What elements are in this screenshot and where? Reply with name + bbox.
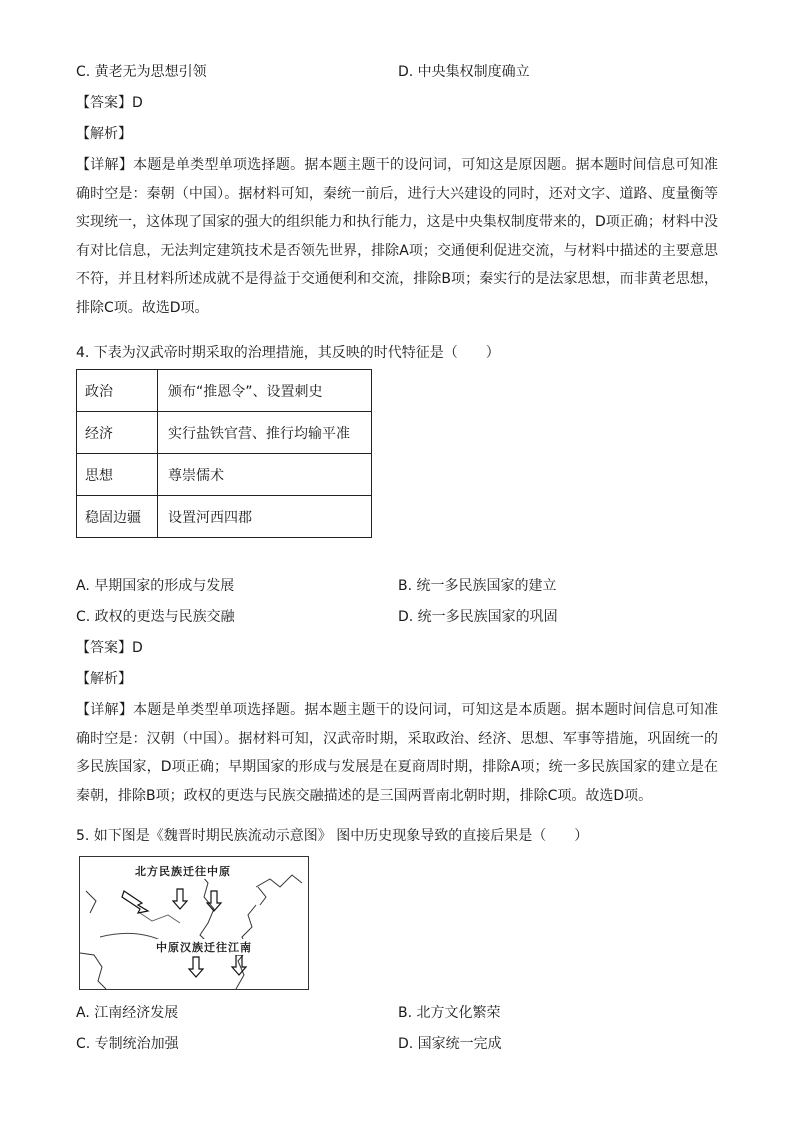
- table-cell-key: 经济: [77, 412, 158, 454]
- map-coastline: [258, 887, 266, 905]
- map-border-line: [140, 913, 180, 923]
- map-label-south: 中原汉族迁往江南: [156, 941, 252, 954]
- q5-option-b: B. 北方文化繁荣: [398, 1005, 501, 1021]
- detail-label: 【详解】: [76, 157, 134, 173]
- q5-option-c: C. 专制统治加强: [76, 1036, 179, 1052]
- down-arrow-icon: [189, 957, 203, 977]
- down-arrow-icon: [207, 891, 221, 911]
- table-cell-value: 颁布“推恩令”、设置刺史: [158, 370, 372, 412]
- table-row: [77, 454, 372, 496]
- q4-measures-table: [76, 369, 372, 538]
- answer-label: 【答案】: [76, 640, 132, 656]
- q3-detail: [76, 151, 718, 322]
- map-border-line: [86, 891, 96, 913]
- q3-analysis-label: 【解析】: [76, 126, 132, 142]
- down-arrow-icon: [232, 955, 246, 975]
- answer-value: D: [132, 640, 143, 656]
- table-row: [77, 496, 372, 538]
- q4-option-a: A. 早期国家的形成与发展: [76, 578, 235, 594]
- answer-label: 【答案】: [76, 95, 132, 111]
- table-cell-key: 稳固边疆: [77, 496, 158, 538]
- table-row: [77, 370, 372, 412]
- table-row: [77, 412, 372, 454]
- table-cell-key: 思想: [77, 454, 158, 496]
- detail-text: 本题是单类型单项选择题。据本题主题干的设问词，可知这是本质题。据本题时间信息可知准确时空是：汉朝（中国）。据材料可知，汉武帝时期，采取政治、经济、思想、军事等措施，巩固统一的多民族国家，D项正确；早期国家的形成与发展是在夏商周时期，排除A项；统一多民族国家的建立是在秦朝，排除B项；政权的更迭与民族交融描述的是三国两晋南北朝时期，排除C项。故选D项。: [76, 702, 719, 804]
- down-arrow-icon: [122, 891, 148, 913]
- q4-analysis-label: 【解析】: [76, 671, 132, 687]
- down-arrow-icon: [173, 889, 187, 909]
- map-border-line: [80, 953, 106, 989]
- q4-option-d: D. 统一多民族国家的巩固: [398, 609, 558, 625]
- map-border-line: [198, 871, 214, 943]
- map-label-north: 北方民族迁往中原: [135, 865, 231, 878]
- q4-option-b: B. 统一多民族国家的建立: [398, 578, 557, 594]
- q5-option-a: A. 江南经济发展: [76, 1005, 179, 1021]
- table-cell-value: 设置河西四郡: [158, 496, 372, 538]
- table-cell-value: 尊崇儒术: [158, 454, 372, 496]
- q4-stem: 4. 下表为汉武帝时期采取的治理措施，其反映的时代特征是（ ）: [76, 345, 500, 361]
- q3-answer: [76, 93, 143, 113]
- detail-text: 本题是单类型单项选择题。据本题主题干的设问词，可知这是原因题。据本题时间信息可知准确时空是：秦朝（中国）。据材料可知，秦统一前后，进行大兴建设的同时，还对文字、道路、度量衡等实现统一，这体现了国家的强大的组织能力和执行能力，这是中央集权制度带来的，D项正确；材料中没有对比信息，无法判定建筑技术是否领先世界，排除A项；交通便利促进交流，与材料中描述的主要意思不符，并且材料所述成就不是得益于交通便利和交流，排除B项；秦实行的是法家思想，而非黄老思想，排除C项。故选D项。: [76, 157, 719, 316]
- q5-option-d: D. 国家统一完成: [398, 1036, 502, 1052]
- detail-label: 【详解】: [76, 702, 134, 718]
- q3-option-d: D. 中央集权制度确立: [398, 64, 530, 80]
- q4-detail: [76, 696, 718, 810]
- q5-stem: 5. 如下图是《魏晋时期民族流动示意图》 图中历史现象导致的直接后果是（ ）: [76, 828, 589, 844]
- table-cell-key: 政治: [77, 370, 158, 412]
- q4-option-c: C. 政权的更迭与民族交融: [76, 609, 235, 625]
- q4-answer: [76, 638, 143, 658]
- table-cell-value: 实行盐铁官营、推行均输平准: [158, 412, 372, 454]
- migration-map: [79, 856, 309, 990]
- answer-value: D: [132, 95, 143, 111]
- q3-option-c: C. 黄老无为思想引领: [76, 64, 207, 80]
- map-border-line: [256, 875, 302, 887]
